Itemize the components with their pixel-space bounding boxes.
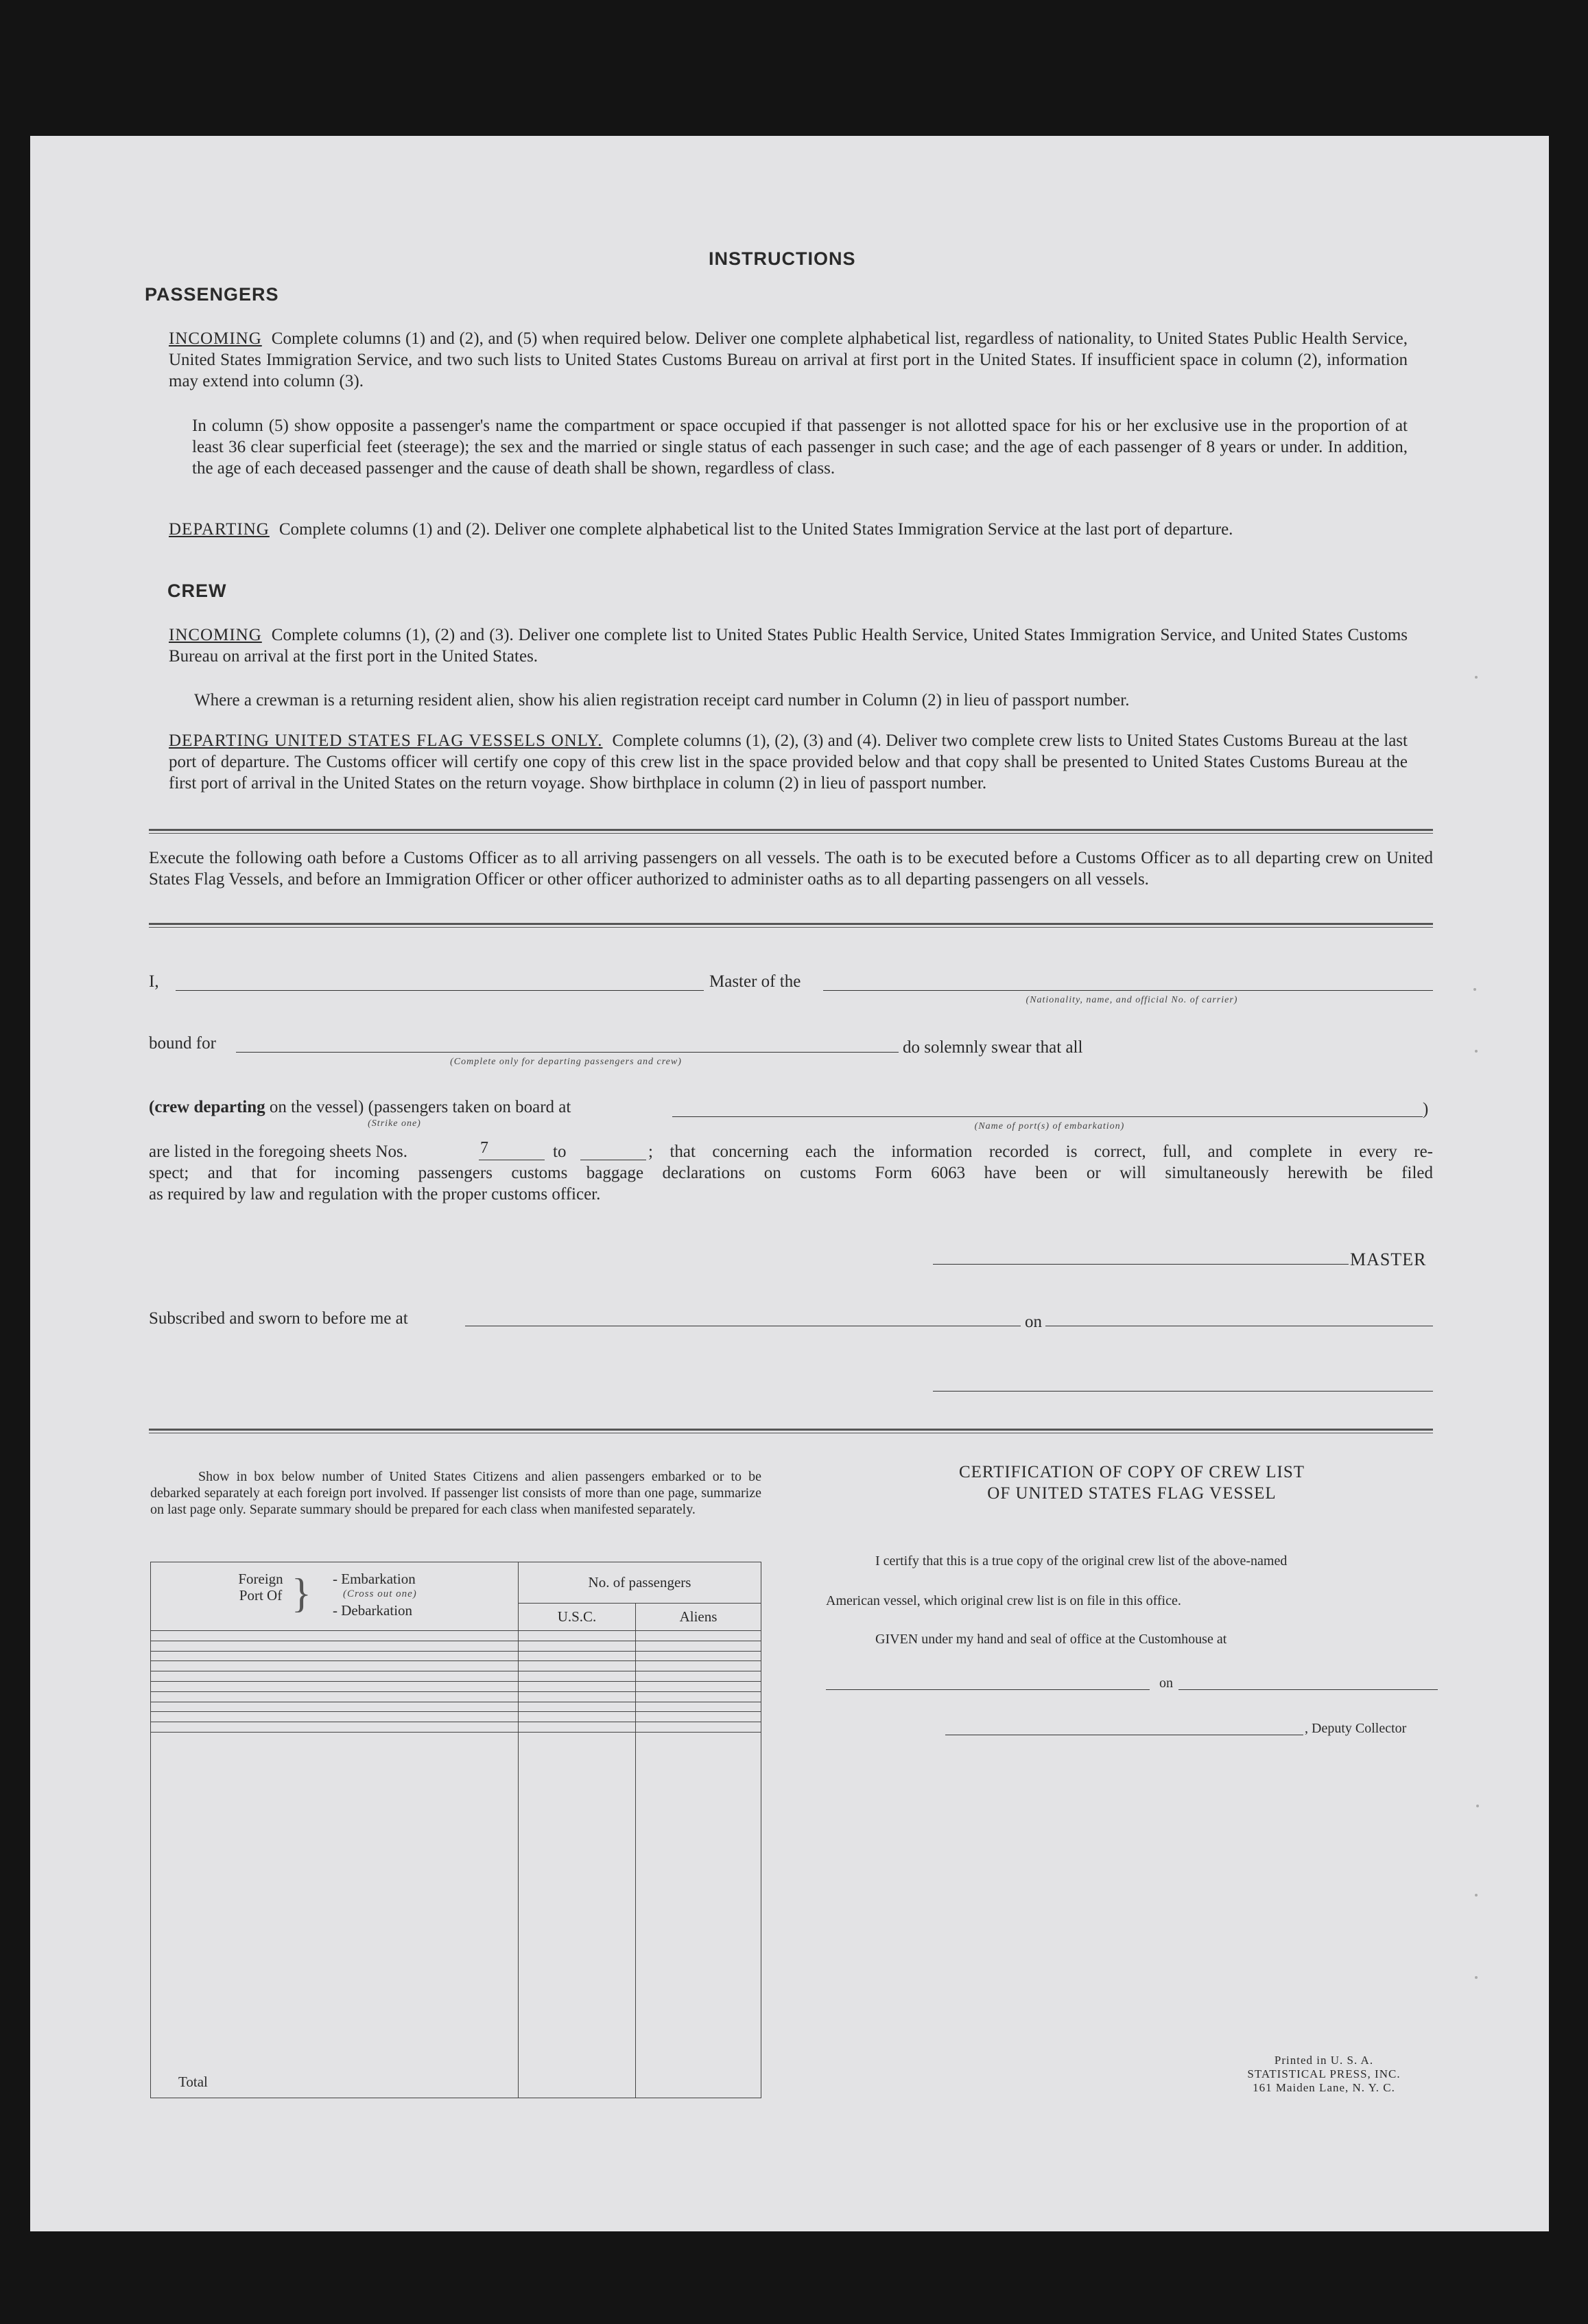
customhouse-field[interactable] [826, 1689, 1150, 1690]
port-cell[interactable] [151, 1631, 519, 1641]
aliens-header: Aliens [636, 1604, 761, 1631]
crew-departing-bold: (crew departing [149, 1098, 265, 1116]
passengers-column5-paragraph: In column (5) show opposite a passenger's name the compartment or space occupied if that passenger is not allotted space for his or her exclusive use in the proportion of at least 36 clear superficial feet (steerage); the sex and the married or single status of each passenger in such case; and the age of each passenger of 8 years or under. In addition, the age of each deceased passenger and the cause of death shall be shown, regardless of class. [192, 416, 1408, 478]
table-row-total [151, 1732, 761, 2098]
crew-heading: CREW [167, 580, 227, 601]
usc-cell[interactable] [519, 1702, 636, 1712]
listed-sheets-label: are listed in the foregoing sheets Nos. [149, 1142, 407, 1161]
table-row [151, 1712, 761, 1722]
divider [149, 1429, 1433, 1433]
aliens-cell[interactable] [636, 1702, 761, 1712]
summary-note: Show in box below number of United States Citizens and alien passengers embarked or to be debarked separately at each foreign port involved. If passenger list consists of more than one page, summarize on last page only. Separate summary should be prepared for each class when manifested separately. [150, 1469, 761, 1517]
deputy-collector-label: , Deputy Collector [1305, 1721, 1407, 1736]
speck [1475, 1976, 1478, 1979]
sworn-on-label: on [1025, 1313, 1042, 1331]
close-paren: ) [1423, 1100, 1429, 1118]
port-cell[interactable] [151, 1712, 519, 1722]
speck [1475, 1050, 1478, 1053]
usc-cell[interactable] [519, 1631, 636, 1641]
printer-imprint [1221, 2054, 1427, 2095]
speck [1476, 1805, 1479, 1807]
table-row [151, 1681, 761, 1691]
certification-line-1: I certify that this is a true copy of the original crew list of the above-named [875, 1553, 1288, 1569]
aliens-total-cell[interactable] [636, 1732, 761, 2098]
oath-i: I, [149, 972, 159, 991]
brace-mark: } [292, 1571, 311, 1616]
aliens-cell[interactable] [636, 1681, 761, 1691]
debarkation-label: - Debarkation [333, 1602, 413, 1619]
certification-title-1: CERTIFICATION OF COPY OF CREW LIST [958, 1463, 1305, 1481]
crew-incoming-text: Complete columns (1), (2) and (3). Deliver one complete list to United States Public Health Service, United States Immigration Service, and United States Customs Bureau on arrival at the first port in the United States. [169, 626, 1408, 666]
name-field[interactable] [176, 990, 704, 991]
handwritten-mark: 7 [480, 1139, 488, 1157]
certification-date-field[interactable] [1178, 1689, 1438, 1690]
total-label: Total [151, 1732, 519, 2098]
bound-for-label: bound for [149, 1034, 216, 1053]
on-vessel-text: on the vessel) (passengers taken on board at [269, 1098, 571, 1116]
crew-departing-text: Complete columns (1), (2), (3) and (4). Deliver two complete crew lists to United States Customs Bureau at the last port of departure. The Customs officer will certify one copy of this crew list in the space provided below and that copy shall be presented to United States Customs Bureau at the first port of arrival in the United States on the return voyage. Show birthplace in column (2) in lieu of passport number. [169, 731, 1408, 793]
port-cell[interactable] [151, 1722, 519, 1733]
port-cell[interactable] [151, 1671, 519, 1682]
certification-on-label: on [1159, 1676, 1173, 1691]
crew-departing-label: DEPARTING UNITED STATES FLAG VESSELS ONLY. [169, 731, 603, 750]
oath-instruction: Execute the following oath before a Customs Officer as to all arriving passengers on all vessels. The oath is to be executed before a Customs Officer as to all departing crew on United States Flag Vessels, and before an Immigration Officer or other officer authorized to administer oaths as to all departing passengers on all vessels. [149, 849, 1433, 889]
page-title: INSTRUCTIONS [709, 248, 856, 269]
certification-line-2: American vessel, which original crew list is on file in this office. [826, 1593, 1181, 1608]
usc-cell[interactable] [519, 1671, 636, 1682]
passengers-departing-label: DEPARTING [169, 520, 270, 539]
certification-title-2: OF UNITED STATES FLAG VESSEL [987, 1484, 1277, 1503]
aliens-cell[interactable] [636, 1641, 761, 1651]
passenger-summary-table [150, 1562, 761, 2098]
table-row [151, 1722, 761, 1733]
crew-resident-paragraph: Where a crewman is a returning resident alien, show his alien registration receipt card number in Column (2) in lieu of passport number. [194, 691, 1130, 709]
port-cell[interactable] [151, 1641, 519, 1651]
port-caption: (Name of port(s) of embarkation) [974, 1121, 1125, 1131]
master-signature-field[interactable] [933, 1264, 1349, 1265]
subscribed-label: Subscribed and sworn to before me at [149, 1309, 408, 1328]
oath-strike-line [149, 1098, 571, 1117]
port-cell[interactable] [151, 1691, 519, 1702]
usc-cell[interactable] [519, 1651, 636, 1661]
printer-line-2: STATISTICAL PRESS, INC. [1247, 2067, 1401, 2080]
listed-text-b: ; that concerning each the information recorded is correct, full, and complete in every re- [648, 1142, 1433, 1161]
table-row [151, 1641, 761, 1651]
aliens-cell[interactable] [636, 1631, 761, 1641]
port-cell[interactable] [151, 1661, 519, 1671]
swear-text: do solemnly swear that all [903, 1038, 1083, 1057]
passengers-incoming-label: INCOMING [169, 329, 262, 348]
aliens-cell[interactable] [636, 1722, 761, 1733]
aliens-cell[interactable] [636, 1651, 761, 1661]
aliens-cell[interactable] [636, 1671, 761, 1682]
table-row [151, 1651, 761, 1661]
passengers-incoming-text: Complete columns (1) and (2), and (5) when required below. Deliver one complete alphabetical list, regardless of nationality, to United States Public Health Service, United States Immigration Service, and two such lists to United States Customs Bureau on arrival at first port in the United States. If insufficient space in column (2), information may extend into column (3). [169, 329, 1408, 390]
usc-cell[interactable] [519, 1681, 636, 1691]
crew-incoming-paragraph [169, 624, 1408, 667]
passengers-incoming-paragraph [169, 328, 1408, 392]
passengers-heading: PASSENGERS [145, 284, 279, 305]
usc-cell[interactable] [519, 1712, 636, 1722]
divider [149, 829, 1433, 834]
speck [1475, 676, 1478, 679]
passengers-departing-paragraph [169, 519, 1408, 540]
port-cell[interactable] [151, 1681, 519, 1691]
port-cell[interactable] [151, 1702, 519, 1712]
carrier-caption: (Nationality, name, and official No. of carrier) [1026, 995, 1238, 1005]
port-cell[interactable] [151, 1651, 519, 1661]
bound-for-field[interactable] [236, 1052, 899, 1053]
listed-text-d: as required by law and regulation with the proper customs officer. [149, 1185, 601, 1204]
usc-cell[interactable] [519, 1691, 636, 1702]
foreign-port-of-label: Foreign Port Of [238, 1571, 283, 1604]
passengers-departing-text: Complete columns (1) and (2). Deliver one complete alphabetical list to the United States Immigration Service at the last port of departure. [279, 520, 1233, 539]
divider [149, 923, 1433, 928]
given-line: GIVEN under my hand and seal of office at the Customhouse at [875, 1632, 1227, 1647]
no-of-passengers-header: No. of passengers [519, 1562, 761, 1604]
bound-caption: (Complete only for departing passengers and crew) [450, 1057, 682, 1067]
usc-total-cell[interactable] [519, 1732, 636, 2098]
cross-out-caption: (Cross out one) [343, 1588, 417, 1599]
speck [1473, 988, 1476, 991]
table-row [151, 1671, 761, 1682]
usc-header: U.S.C. [519, 1604, 636, 1631]
table-row [151, 1691, 761, 1702]
officer-signature-field[interactable] [933, 1391, 1433, 1392]
carrier-field[interactable] [823, 990, 1433, 991]
table-row [151, 1661, 761, 1671]
speck [1475, 1894, 1478, 1897]
master-of-the-label: Master of the [709, 972, 801, 991]
table-header-port [151, 1562, 519, 1631]
aliens-cell[interactable] [636, 1691, 761, 1702]
usc-cell[interactable] [519, 1722, 636, 1733]
printer-line-3: 161 Maiden Lane, N. Y. C. [1253, 2081, 1395, 2094]
printer-line-1: Printed in U. S. A. [1274, 2054, 1374, 2067]
aliens-cell[interactable] [636, 1661, 761, 1671]
usc-cell[interactable] [519, 1661, 636, 1671]
crew-incoming-label: INCOMING [169, 626, 262, 644]
listed-text-c: spect; and that for incoming passengers customs baggage declarations on customs Form 6063 have been or will simultaneously herewith be filed [149, 1164, 1433, 1182]
master-label: MASTER [1350, 1249, 1427, 1269]
table-row [151, 1631, 761, 1641]
table-row [151, 1702, 761, 1712]
to-label: to [553, 1142, 567, 1161]
port-embarkation-field[interactable] [672, 1116, 1423, 1117]
aliens-cell[interactable] [636, 1712, 761, 1722]
embarkation-label: - Embarkation [333, 1571, 416, 1587]
strike-caption: (Strike one) [368, 1118, 421, 1129]
crew-departing-paragraph [169, 730, 1408, 794]
usc-cell[interactable] [519, 1641, 636, 1651]
